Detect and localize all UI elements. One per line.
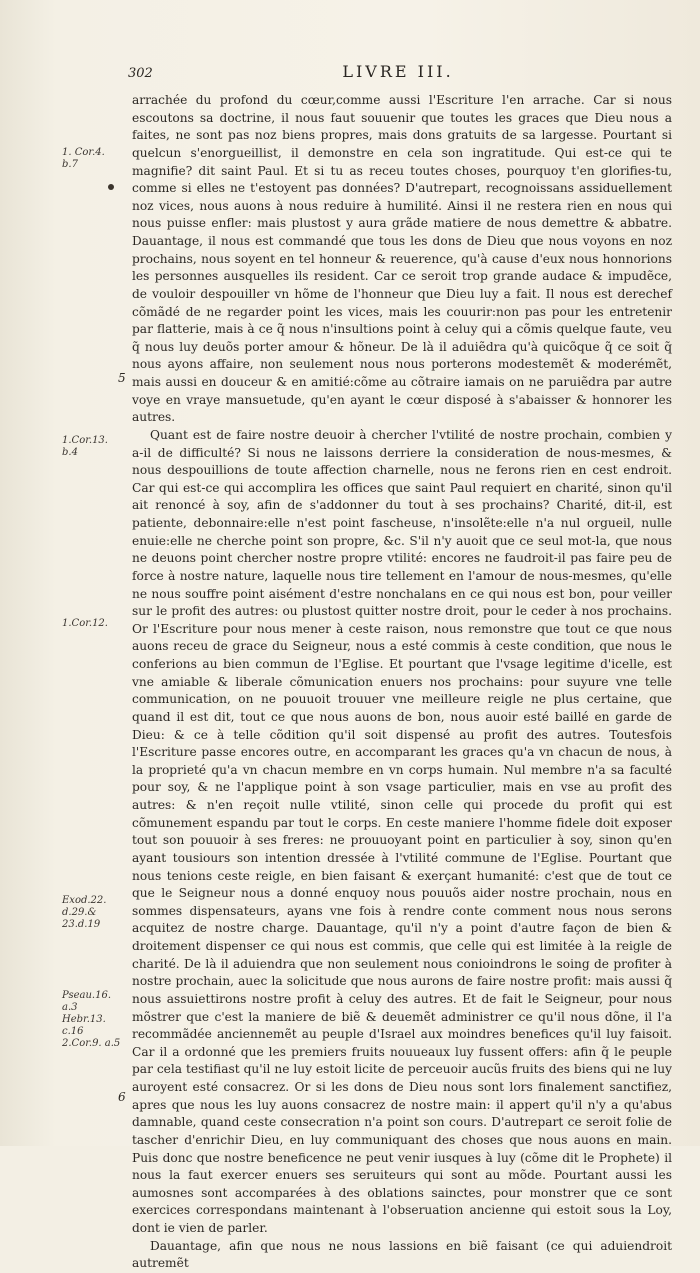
running-head: LIVRE III. [342, 62, 454, 81]
paragraph: arrachée du profond du cœur,comme aussi l'Escriture l'en arrache. Car si nous escoutons sa doctrine, il nous faut souuenir que toutes les graces que Dieu nous a faites, ne sont pas noz biens propres, mais dons gratuits de sa largesse. Pourtant si quelcun s'enorgueillist, il demonstre en cela son ingratitude. Qui est-ce qui te magnifie? dit saint Paul. Et si tu as receu toutes choses, pourquoy t'en glorifies-tu, comme si elles ne t'estoyent pas données? D'autrepart, recognoissans assiduellement noz vices, nous auons à nous reduire à humilité. Ainsi il ne restera rien en nous qui nous puisse enfler: mais plustost y aura grãde matiere de nous demettre & abbatre. Dauantage, il nous est commandé que tous les dons de Dieu que nous voyons en noz prochains, nous soyent en tel honneur & reuerence, qu'à cause d'eux nous honnorions les personnes ausquelles ils resident. Car ce seroit trop grande audace & impudẽce, de vouloir despouiller vn hõme de l'honneur que Dieu luy a fait. Il nous est derechef cõmãdé de ne regarder point les vices, mais les couurir:non pas pour les entretenir par flatterie, mais à ce q̃ nous n'insultions point à celuy qui a cõmis quelque faute, veu q̃ nous luy deuõs porter amour & hõneur. De là il aduiẽdra qu'à quicõque q̃ ce soit q̃ nous ayons affaire, non seulement nous nous porterons modestemẽt & moderémẽt, mais aussi en douceur & en amitié:cõme au cõtraire iamais on ne paruiẽdra par autre voye en vraye mansuetude, qu'en ayant le cœur disposé à s'abaisser & honnorer les autres. [132, 93, 672, 425]
margin-note: Pseau.16. a.3 Hebr.13. c.16 2.Cor.9. a.5 [62, 990, 121, 1049]
margin-note: 1.Cor.13. b.4 [62, 435, 108, 458]
page-number: 302 [128, 66, 153, 81]
margin-note: 1. Cor.4. b.7 [62, 147, 105, 170]
margin-note: 1.Cor.12. [62, 618, 108, 629]
ink-spot [108, 184, 114, 190]
paragraph: Quant est de faire nostre deuoir à chercher l'vtilité de nostre prochain, combien y a-il de difficulté? Si nous ne laissons derriere la consideration de nous-mesmes, & nous despouillions de toute affection charnelle, nous ne ferons rien en cest endroit. Car qui est-ce qui accomplira les offices que saint Paul requiert en charité, sinon qu'il ait renoncé à soy, afin de s'addonner du tout à ses prochains? Charité, dit-il, est patiente, debonnaire:elle n'est point fascheuse, n'insolẽte:elle n'a nul orgueil, nulle enuie:elle ne cherche point son propre, &c. S'il n'y auoit que ce seul mot-la, que nous ne deuons point chercher nostre propre vtilité: encores ne faudroit-il pas faire peu de force à nostre nature, laquelle nous tire tellement en l'amour de nous-mesmes, qu'elle ne nous souffre point aisément d'estre nonchalans en ce qui nous est bon, pour veiller sur le profit des autres: ou plustost quitter nostre droit, pour le ceder à nos prochains. Or l'Escriture pour nous mener à ceste raison, nous remonstre que tout ce que nous auons receu de grace du Seigneur, nous a esté commis à ceste condition, que nous le conferions au bien commun de l'Eglise. Et pourtant que l'vsage legitime d'icelle, est vne amiable & liberale cõmunication enuers nos prochains: pour suyure vne telle communication, on ne pouuoit trouuer vne meilleure reigle ne plus certaine, que quand il est dit, tout ce que nous auons de bon, nous auoir esté baillé en garde de Dieu: & ce à telle cõdition qu'il soit dispensé au profit des autres. Toutesfois l'Escriture passe encores outre, en accomparant les graces qu'a vn chacun de nous, à la proprieté qu'a vn chacun membre en vn corps humain. Nul membre n'a sa faculté pour soy, & ne l'applique point à son vsage particulier, mais en vse au profit des autres: & n'en reçoit nulle vtilité, sinon celle qui procede du profit qui est cõmunement espandu par tout le corps. En ceste maniere l'homme fidele doit exposer tout son pouuoir à ses freres: ne prouuoyant point en particulier à soy, sinon qu'en ayant tousiours son intention dressée à l'vtilité commune de l'Eglise. Pourtant que nous tenions ceste reigle, en bien faisant & exerçant humanité: c'est que de tout ce que le Seigneur nous a donné enquoy nous pouuõs aider nostre prochain, nous en sommes dispensateurs, ayans vne fois à rendre conte comment nous nous serons acquitez de nostre charge. Dauantage, qu'il n'y a point d'autre façon de bien & droitement dispenser ce qui nous est commis, que celle qui est limitée à la reigle de charité. De là il aduiendra que non seulement nous conioindrons le soing de profiter à nostre prochain, auec la solicitude que nous aurons de faire nostre profit: mais aussi q̃ nous assuiettirons nostre profit à celuy des autres. Et de fait le Seigneur, pour nous mõstrer que c'est la maniere de biẽ & deuemẽt administrer ce qu'il nous dõne, il l'a recommãdée anciennemẽt au peuple d'Israel aux moindres benefices qu'il luy faisoit. Car il a ordonné que les premiers fruits nouueaux luy fussent offers: afin q̃ le peuple par cela testifiast qu'il ne luy estoit licite de perceuoir aucũs fruits des biens qui ne luy auroyent esté consacrez. Or si les dons de Dieu nous sont lors finalement sanctifiez, apres que nous les luy auons consacrez de nostre main: il appert qu'il n'y a qu'abus damnable, quand ceste consecration n'a point son cours. D'autrepart ce seroit folie de tascher d'enrichir Dieu, en luy communiquant des choses que nous auons en main. Puis donc que nostre beneficence ne peut venir iusques à luy (cõme dit le Prophete) il nous la faut exercer enuers ses seruiteurs qui sont au mõde. Pourtant aussi les aumosnes sont accomparées à des oblations sainctes, pour monstrer que ce sont exercices correspondans maintenant à l'obseruation ancienne qui estoit sous la Loy, dont ie vien de parler. [132, 427, 672, 1235]
paragraph: Dauantage, afin que nous ne nous lassions en biẽ faisant (ce qui aduiendroit autremẽt [132, 1238, 672, 1271]
section-number: 5 [118, 371, 126, 385]
section-number: 6 [118, 1090, 126, 1104]
body-text [132, 92, 672, 1273]
margin-note: Exod.22. d.29.& 23.d.19 [62, 895, 107, 930]
page-header [128, 62, 668, 86]
